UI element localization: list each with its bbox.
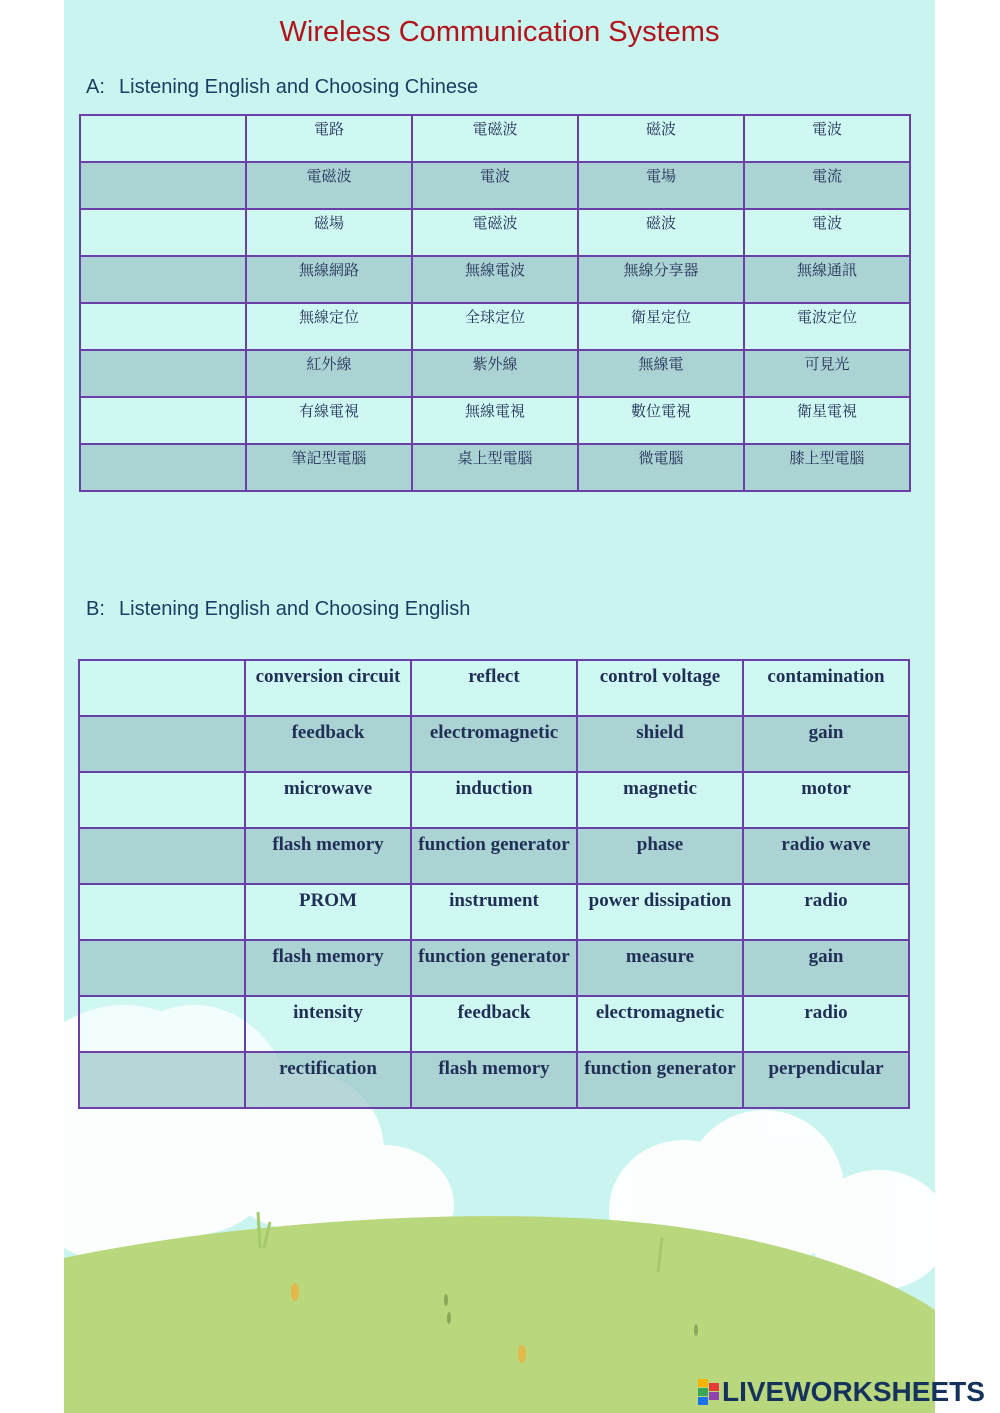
leaf [447, 1312, 451, 1324]
section-b-option-cell[interactable]: motor [743, 772, 909, 828]
section-b-option-cell[interactable]: electromagnetic [411, 716, 577, 772]
section-b-answer-cell[interactable] [79, 772, 245, 828]
section-a-option-cell[interactable]: 微電腦 [578, 444, 744, 491]
section-b-option-cell[interactable]: reflect [411, 660, 577, 716]
section-a-row [80, 350, 910, 397]
section-a-option-cell[interactable]: 無線網路 [246, 256, 412, 303]
section-a-option-cell[interactable]: 電場 [578, 162, 744, 209]
section-a-option-cell[interactable]: 無線分享器 [578, 256, 744, 303]
section-a-option-cell[interactable]: 有線電視 [246, 397, 412, 444]
section-a-option-cell[interactable]: 電流 [744, 162, 910, 209]
section-a-option-cell[interactable]: 無線通訊 [744, 256, 910, 303]
section-a-option-cell[interactable]: 無線定位 [246, 303, 412, 350]
section-a-answer-cell[interactable] [80, 350, 246, 397]
section-a-option-cell[interactable]: 紫外線 [412, 350, 578, 397]
section-b-option-cell[interactable]: electromagnetic [577, 996, 743, 1052]
section-b-option-cell[interactable]: intensity [245, 996, 411, 1052]
section-b-table [78, 659, 910, 1109]
section-a-option-cell[interactable]: 電磁波 [412, 209, 578, 256]
section-a-option-cell[interactable]: 膝上型電腦 [744, 444, 910, 491]
section-a-option-cell[interactable]: 電波 [412, 162, 578, 209]
liveworksheets-text: LIVEWORKSHEETS [722, 1376, 985, 1407]
section-b-option-cell[interactable]: PROM [245, 884, 411, 940]
liveworksheets-watermark[interactable] [698, 1376, 985, 1410]
section-b-option-cell[interactable]: perpendicular [743, 1052, 909, 1108]
section-a-answer-cell[interactable] [80, 162, 246, 209]
section-a-letter: A: [86, 76, 105, 98]
section-b-row [79, 940, 909, 996]
section-a-row [80, 115, 910, 162]
leaf [444, 1294, 448, 1306]
section-b-row [79, 996, 909, 1052]
section-b-heading [86, 598, 470, 621]
section-a-answer-cell[interactable] [80, 115, 246, 162]
section-b-option-cell[interactable]: instrument [411, 884, 577, 940]
section-b-answer-cell[interactable] [79, 996, 245, 1052]
section-a-option-cell[interactable]: 衛星定位 [578, 303, 744, 350]
section-a-option-cell[interactable]: 數位電視 [578, 397, 744, 444]
section-a-option-cell[interactable]: 紅外線 [246, 350, 412, 397]
section-b-option-cell[interactable]: contamination [743, 660, 909, 716]
section-b-row [79, 884, 909, 940]
section-b-option-cell[interactable]: flash memory [245, 940, 411, 996]
section-b-option-cell[interactable]: microwave [245, 772, 411, 828]
section-a-option-cell[interactable]: 磁場 [246, 209, 412, 256]
section-b-row [79, 1052, 909, 1108]
section-b-answer-cell[interactable] [79, 884, 245, 940]
section-a-row [80, 303, 910, 350]
section-b-option-cell[interactable]: gain [743, 716, 909, 772]
section-b-option-cell[interactable]: magnetic [577, 772, 743, 828]
section-a-option-cell[interactable]: 衛星電視 [744, 397, 910, 444]
section-a-option-cell[interactable]: 電波 [744, 115, 910, 162]
flower-bud [518, 1345, 526, 1363]
section-a-answer-cell[interactable] [80, 256, 246, 303]
section-b-row [79, 828, 909, 884]
section-b-option-cell[interactable]: measure [577, 940, 743, 996]
section-a-row [80, 397, 910, 444]
section-a-option-cell[interactable]: 可見光 [744, 350, 910, 397]
section-b-option-cell[interactable]: feedback [245, 716, 411, 772]
section-a-answer-cell[interactable] [80, 209, 246, 256]
section-a-row [80, 444, 910, 491]
section-a-option-cell[interactable]: 電磁波 [412, 115, 578, 162]
section-b-option-cell[interactable]: rectification [245, 1052, 411, 1108]
page-title: Wireless Communication Systems [279, 16, 720, 48]
section-b-letter: B: [86, 598, 105, 620]
section-b-option-cell[interactable]: induction [411, 772, 577, 828]
section-b-answer-cell[interactable] [79, 1052, 245, 1108]
section-b-option-cell[interactable]: conversion circuit [245, 660, 411, 716]
section-b-option-cell[interactable]: function generator [577, 1052, 743, 1108]
section-a-row [80, 162, 910, 209]
section-b-row [79, 772, 909, 828]
section-b-option-cell[interactable]: radio [743, 996, 909, 1052]
section-a-row [80, 209, 910, 256]
section-b-option-cell[interactable]: flash memory [245, 828, 411, 884]
section-b-row [79, 716, 909, 772]
section-a-answer-cell[interactable] [80, 303, 246, 350]
section-a-option-cell[interactable]: 全球定位 [412, 303, 578, 350]
section-a-answer-cell[interactable] [80, 444, 246, 491]
section-a-option-cell[interactable]: 磁波 [578, 115, 744, 162]
section-b-option-cell[interactable]: control voltage [577, 660, 743, 716]
section-a-option-cell[interactable]: 無線電波 [412, 256, 578, 303]
section-a-option-cell[interactable]: 桌上型電腦 [412, 444, 578, 491]
section-b-option-cell[interactable]: phase [577, 828, 743, 884]
grass-blade [258, 1212, 260, 1248]
section-b-option-cell[interactable]: feedback [411, 996, 577, 1052]
liveworksheets-logo-icon [698, 1379, 720, 1405]
section-b-option-cell[interactable]: radio [743, 884, 909, 940]
section-a-answer-cell[interactable] [80, 397, 246, 444]
section-a-option-cell[interactable]: 無線電 [578, 350, 744, 397]
section-b-title: Listening English and Choosing English [119, 598, 471, 620]
section-b-option-cell[interactable]: flash memory [411, 1052, 577, 1108]
section-b-option-cell[interactable]: function generator [411, 940, 577, 996]
worksheet-page [64, 0, 935, 1413]
section-b-answer-cell[interactable] [79, 940, 245, 996]
section-a-option-cell[interactable]: 無線電視 [412, 397, 578, 444]
section-a-option-cell[interactable]: 電波定位 [744, 303, 910, 350]
section-a-row [80, 256, 910, 303]
section-b-option-cell[interactable]: gain [743, 940, 909, 996]
section-b-answer-cell[interactable] [79, 660, 245, 716]
section-a-option-cell[interactable]: 磁波 [578, 209, 744, 256]
section-b-option-cell[interactable]: power dissipation [577, 884, 743, 940]
section-b-option-cell[interactable]: radio wave [743, 828, 909, 884]
section-a-table [79, 114, 911, 492]
section-b-option-cell[interactable]: shield [577, 716, 743, 772]
section-a-option-cell[interactable]: 電磁波 [246, 162, 412, 209]
leaf [694, 1324, 698, 1336]
section-a-heading [86, 76, 478, 99]
section-b-answer-cell[interactable] [79, 828, 245, 884]
section-b-answer-cell[interactable] [79, 716, 245, 772]
flower-bud [291, 1283, 299, 1301]
section-a-title: Listening English and Choosing Chinese [119, 76, 479, 98]
section-a-option-cell[interactable]: 筆記型電腦 [246, 444, 412, 491]
section-a-option-cell[interactable]: 電波 [744, 209, 910, 256]
section-b-row [79, 660, 909, 716]
section-b-option-cell[interactable]: function generator [411, 828, 577, 884]
section-a-option-cell[interactable]: 電路 [246, 115, 412, 162]
